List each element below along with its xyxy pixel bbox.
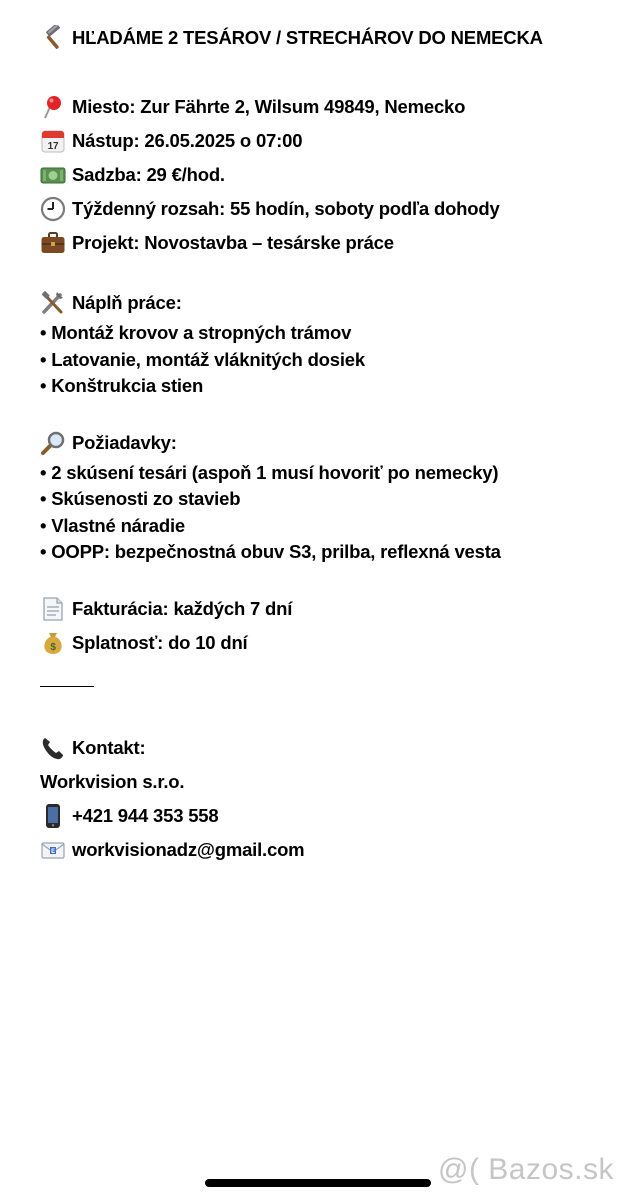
contact-heading-line (40, 731, 620, 765)
divider (40, 686, 94, 687)
list-item (40, 539, 620, 566)
company-name: Workvision s.r.o. (40, 770, 185, 792)
phone-receiver-icon (40, 735, 66, 761)
banknote-icon (40, 162, 66, 188)
due-text: Splatnosť: do 10 dní (72, 631, 248, 653)
mobile-phone-icon (40, 803, 66, 829)
svg-text:17: 17 (47, 141, 59, 152)
briefcase-icon (40, 230, 66, 256)
requirement-item-4: • OOPP: bezpečnostná obuv S3, prilba, reflexná vesta (40, 541, 501, 562)
project-line (40, 226, 620, 260)
list-item (40, 320, 620, 347)
calendar-icon (40, 128, 66, 154)
magnifier-icon (40, 430, 66, 456)
phone-line[interactable] (40, 799, 620, 833)
hours-text: Týždenný rozsah: 55 hodín, soboty podľa dohody (72, 198, 500, 219)
title-line (40, 24, 620, 52)
svg-text:E: E (51, 848, 55, 855)
document-icon (40, 596, 66, 622)
start-text: Nástup: 26.05.2025 o 07:00 (72, 130, 303, 151)
pin-icon (40, 94, 66, 120)
hours-line (40, 192, 620, 226)
requirement-item-3: • Vlastné náradie (40, 514, 185, 536)
list-item (40, 460, 620, 487)
page-title: HĽADÁME 2 TESÁROV / STRECHÁROV DO NEMECKA (72, 27, 543, 48)
location-line (40, 90, 620, 124)
list-item (40, 513, 620, 540)
list-item (40, 373, 620, 400)
requirement-item-1: • 2 skúsení tesári (aspoň 1 musí hovoriť po nemecky) (40, 461, 499, 483)
list-item (40, 347, 620, 374)
work-item-1: • Montáž krovov a stropných trámov (40, 322, 352, 343)
home-indicator[interactable] (205, 1179, 431, 1187)
location-text: Miesto: Zur Fährte 2, Wilsum 49849, Nemecko (72, 96, 466, 117)
requirement-item-2: • Skúsenosti zo stavieb (40, 488, 241, 509)
clock-icon (40, 196, 66, 222)
company-line (40, 765, 620, 799)
email-link[interactable]: workvisionadz@gmail.com (72, 838, 305, 860)
work-heading: Náplň práce: (72, 292, 182, 313)
start-line (40, 124, 620, 158)
money-bag-icon (40, 630, 66, 656)
hammer-icon (40, 25, 66, 51)
rate-line (40, 158, 620, 192)
contact-heading: Kontakt: (72, 736, 146, 758)
work-heading-line (40, 286, 620, 320)
work-item-3: • Konštrukcia stien (40, 375, 204, 396)
bazos-watermark: @( Bazos.sk (438, 1153, 614, 1186)
tools-icon (40, 290, 66, 316)
project-text: Projekt: Novostavba – tesárske práce (72, 232, 394, 253)
email-line[interactable] (40, 833, 620, 867)
list-item (40, 486, 620, 513)
work-item-2: • Latovanie, montáž vláknitých dosiek (40, 348, 365, 370)
requirements-heading-line (40, 426, 620, 460)
due-line (40, 626, 620, 660)
rate-text: Sadzba: 29 €/hod. (72, 164, 225, 185)
phone-number-link[interactable]: +421 944 353 558 (72, 804, 219, 826)
invoicing-line (40, 592, 620, 626)
email-icon (40, 837, 66, 863)
job-post (40, 24, 620, 867)
svg-text:$: $ (50, 641, 56, 653)
requirements-heading: Požiadavky: (72, 431, 177, 453)
invoicing-text: Fakturácia: každých 7 dní (72, 597, 293, 619)
